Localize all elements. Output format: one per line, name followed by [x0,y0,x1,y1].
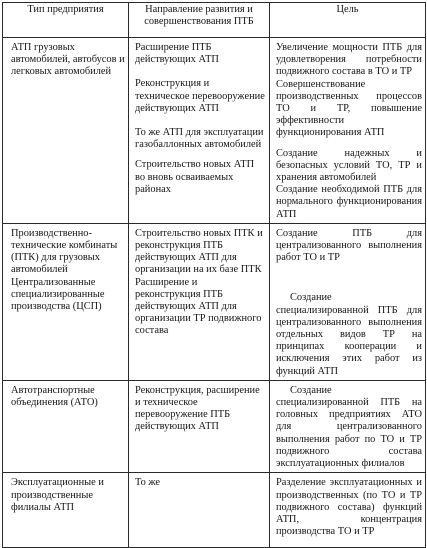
ptb-development-table [2,2,426,548]
cell-development-direction [129,380,270,472]
cell-text: Автотранспортные объединения (АТО) [11,384,98,409]
cell-goal [270,380,426,472]
table-row [3,38,426,224]
cell-text: Расширение и реконструкция ПТБ действующих АТП для организации ТР подвижного состава [135,276,262,337]
header-development-direction: Направление развития и совершенствования ПТБ [129,3,270,38]
table-row [3,223,426,380]
cell-text: АТП грузовых автомобилей, автобусов и легковых автомобилей [11,42,125,78]
table-header-row [3,3,426,38]
cell-text: Реконструкция, расширение и техническое перевооружение ПТБ действующих АТП [135,384,260,433]
cell-text: Строительство новых АТП во вновь осваиваемых районах [135,159,255,195]
cell-text: Создание надежных и безопасных условий ТО, ТР и хранения автомобилей [276,147,422,184]
cell-enterprise-type [3,223,129,380]
cell-text: Создание необходимой ПТБ для нормального функционирования АТП [276,184,422,220]
cell-text: Разделение эксплуатационных и производственных (по ТО и ТР подвижного состава) функций АТП, концентрация производства ТО и ТР [276,477,422,538]
cell-text: То же [135,477,161,489]
cell-text: Эксплуатационные и производственные филиалы АТП [11,477,104,513]
cell-enterprise-type [3,380,129,472]
cell-development-direction [129,38,270,224]
cell-text: Создание ПТБ для централизованного выполнения работ ТО и ТР [276,227,422,264]
cell-goal [270,473,426,548]
cell-enterprise-type [3,473,129,548]
header-enterprise-type: Тип предприятия [3,3,129,38]
cell-text: Совершенствование производственных процессов ТО и ТР, повышение эффективности функционирования АТП [276,78,422,139]
cell-enterprise-type [3,38,129,224]
cell-text: Создание специализированной ПТБ на головных предприятиях АТО для централизованного выполнения работ по ТО и ТР подвижного состава эксплуатационных филиалов [276,384,422,470]
cell-text: Увеличение мощности ПТБ для удовлетворения потребности подвижного состава в ТО и ТР [276,42,422,78]
table-row [3,380,426,472]
cell-development-direction [129,473,270,548]
cell-text: Централизованные специализированные производства (ЦСП) [11,276,105,313]
cell-goal [270,38,426,224]
cell-text: Реконструкция и техническое перевооружение действующих АТП [135,78,265,114]
cell-text: То же АТП для эксплуатации газобаллонных автомобилей [135,127,264,151]
table-row [3,473,426,548]
cell-text: Строительство новых ПТК и реконструкция ПТБ действующих АТП для организации на их базе ПТК [135,227,263,276]
cell-text: Производственно-технические комбинаты (ПТК) для грузовых автомобилей [11,227,118,276]
cell-text: Расширение ПТБ действующих АТП [135,42,219,66]
cell-development-direction [129,223,270,380]
cell-goal [270,223,426,380]
cell-text: Создание специализированной ПТБ для централизованного выполнения отдельных видов ТР на принципах кооперации и исключения этих работ из функций АТП [276,292,422,377]
header-goal: Цель [270,3,426,38]
